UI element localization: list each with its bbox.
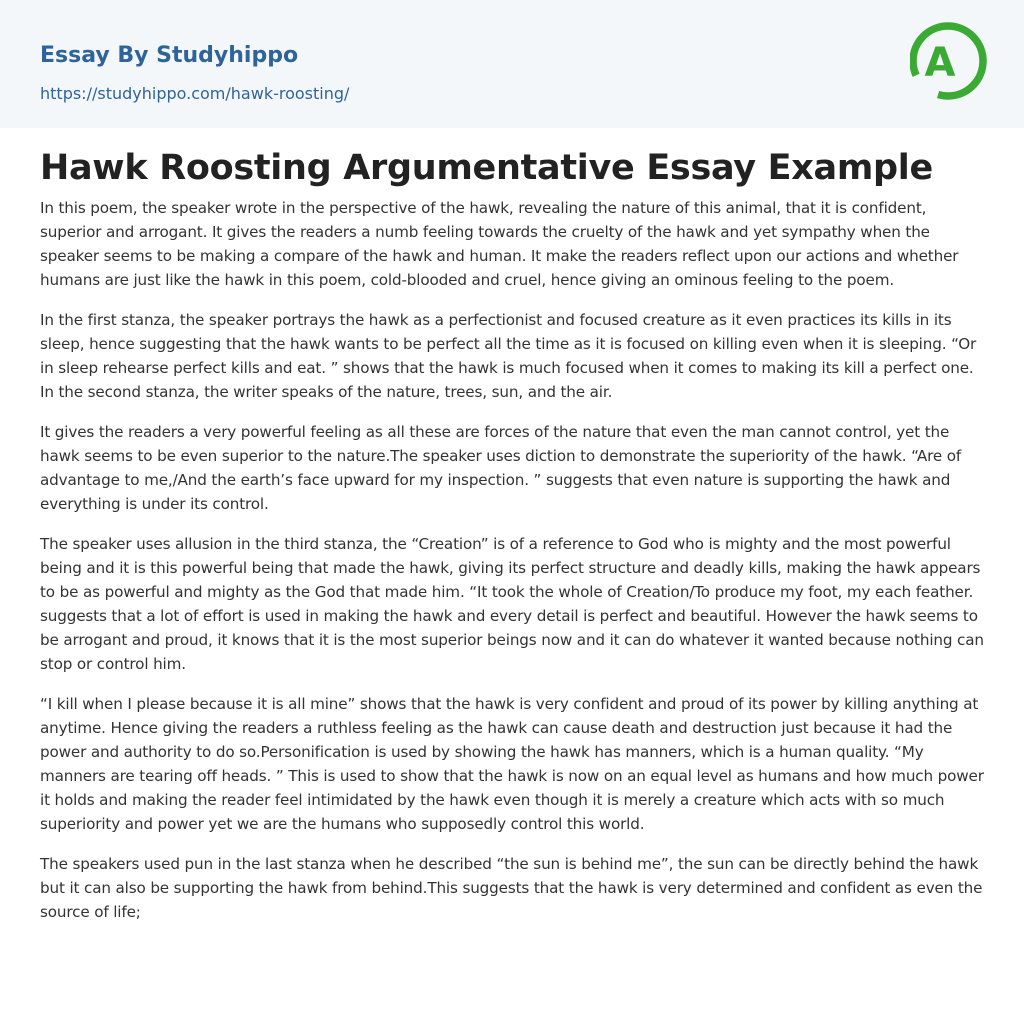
essay-paragraph: “I kill when I please because it is all mine” shows that the hawk is very confident and proud of its power by killing anything at anytime. Hence giving the readers a ruthless feeling as the hawk can cause death and destruction just because it had the power and authority to do so.Personification is used by showing the hawk has manners, which is a human quality. “My manners are tearing off heads. ” This is used to show that the hawk is now on an equal level as humans and how much power it holds and making the reader feel intimidated by the hawk even though it is merely a creature which acts with so much superiority and power yet we are the humans who supposedly control this world. bbox=[40, 695, 984, 833]
essay-paragraph: The speakers used pun in the last stanza when he described “the sun is behind me”, the sun can be directly behind the hawk but it can also be supporting the hawk from behind.This suggests that the hawk is very determined and confident as even the source of life; bbox=[40, 855, 983, 921]
essay-paragraph: In the first stanza, the speaker portrays the hawk as a perfectionist and focused creature as it even practices its kills in its sleep, hence suggesting that the hawk wants to be perfect all the time as it is focused on killing even when it is sleeping. “Or in sleep rehearse perfect kills and eat. ” shows that the hawk is much focused when it comes to making its kill a perfect one. In the second stanza, the writer speaks of the nature, trees, sun, and the air. bbox=[40, 311, 977, 401]
essay-paragraph: The speaker uses allusion in the third stanza, the “Creation” is of a reference to God who is mighty and the most powerful being and it is this powerful being that made the hawk, giving its perfect structure and deadly kills, making the hawk appears to be as powerful and mighty as the God that made him. “It took the whole of Creation/To produce my foot, my each feather. suggests that a lot of effort is used in making the hawk and every detail is perfect and beautiful. However the hawk seems to be arrogant and proud, it knows that it is the most superior beings now and it can do whatever it wanted because nothing can stop or control him. bbox=[40, 535, 984, 673]
page-url[interactable]: https://studyhippo.com/hawk-roosting/ bbox=[40, 84, 350, 103]
essay-paragraph: In this poem, the speaker wrote in the perspective of the hawk, revealing the nature of this animal, that it is confident, superior and arrogant. It gives the readers a numb feeling towards the cruelty of the hawk and yet sympathy when the speaker seems to be making a compare of the hawk and human. It make the readers reflect upon our actions and whether humans are just like the hawk in this poem, cold-blooded and cruel, hence giving an ominous feeling to the poem. bbox=[40, 199, 959, 289]
essay-content bbox=[40, 143, 986, 940]
essay-title: Hawk Roosting Argumentative Essay Example bbox=[40, 148, 933, 188]
essay-paragraph: It gives the readers a very powerful feeling as all these are forces of the nature that even the man cannot control, yet the hawk seems to be even superior to the nature.The speaker uses diction to demonstrate the superiority of the hawk. “Are of advantage to me,/And the earth’s face upward for my inspection. ” suggests that even nature is supporting the hawk and everything is under its control. bbox=[40, 423, 962, 513]
brand-title[interactable]: Essay By Studyhippo bbox=[40, 43, 299, 68]
studyhippo-logo-icon[interactable] bbox=[910, 18, 988, 106]
site-header bbox=[0, 0, 1024, 128]
logo-letter: A bbox=[924, 40, 956, 86]
